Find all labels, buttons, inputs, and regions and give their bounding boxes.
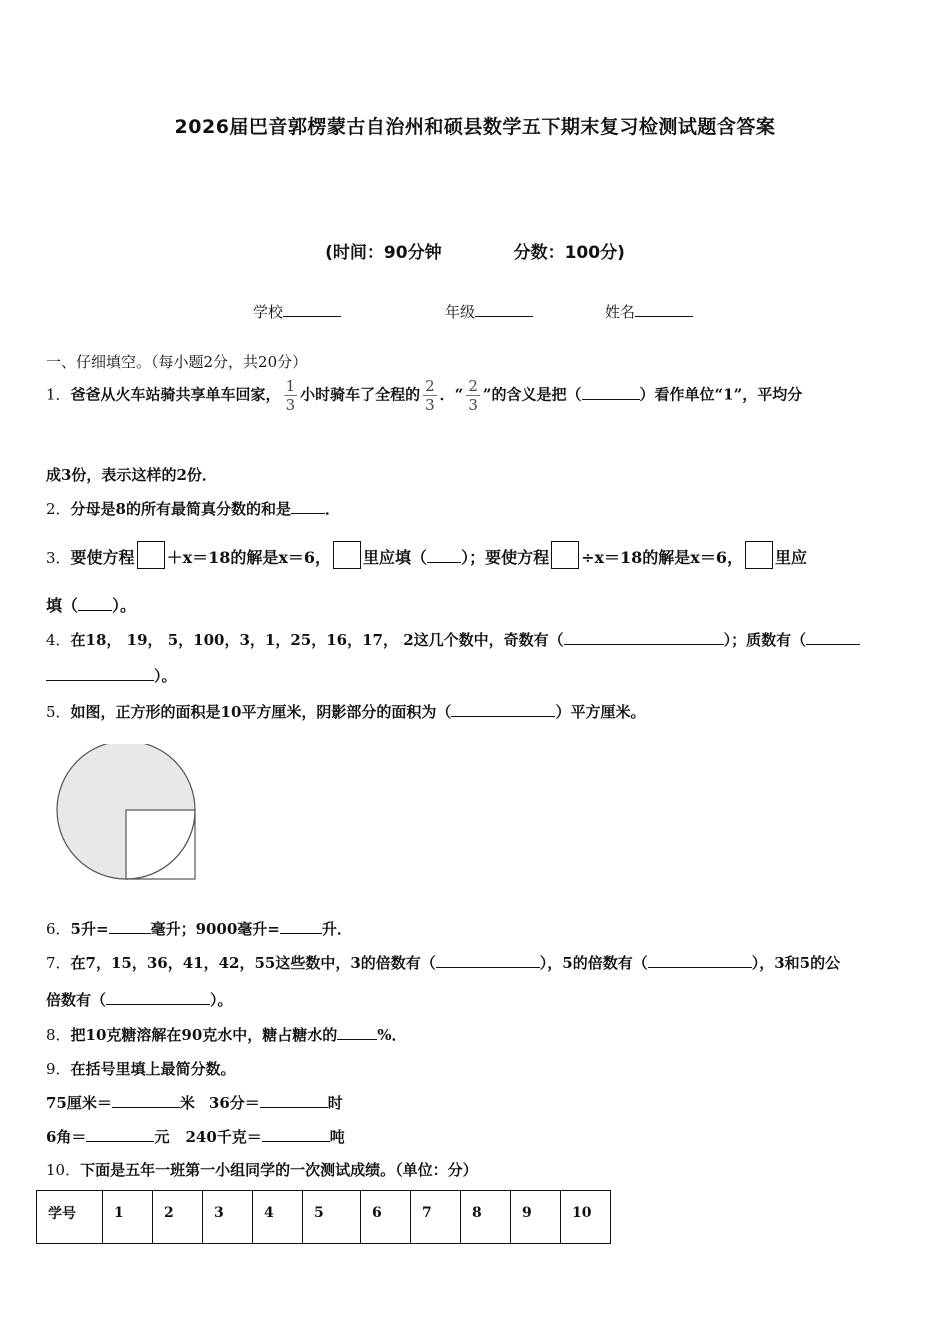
table-cell: 9: [511, 1191, 561, 1244]
q9-r2-d: 吨: [329, 1128, 345, 1146]
q3-text-a: 要使方程: [70, 548, 135, 567]
table-cell: 1: [103, 1191, 153, 1244]
total-score: 分数：100分): [513, 243, 625, 263]
q3-text-c: 里应填（: [363, 548, 428, 567]
question-number: 9．: [46, 1060, 71, 1078]
answer-blank[interactable]: [260, 1093, 328, 1108]
question-3-continued: [46, 593, 136, 616]
question-9-row-2: [46, 1126, 345, 1147]
question-6: [46, 918, 352, 939]
denominator: 3: [468, 396, 478, 414]
q9-r1-c: 36分＝: [208, 1094, 260, 1112]
question-number: 4．: [46, 631, 71, 649]
question-number: 10．: [46, 1161, 81, 1179]
question-number: 2．: [46, 500, 71, 518]
q7-text-d: 倍数有（: [46, 991, 107, 1009]
answer-box[interactable]: [745, 541, 773, 569]
fraction-one-third: [284, 377, 298, 414]
q3-text-h: ）。: [112, 596, 137, 615]
circle-square-figure: [54, 744, 202, 884]
question-7: [46, 952, 840, 973]
grade-blank[interactable]: [475, 302, 533, 317]
answer-blank-prime[interactable]: [806, 630, 860, 645]
q5-end: ）平方厘米。: [555, 703, 646, 721]
answer-blank[interactable]: [112, 1093, 180, 1108]
answer-blank[interactable]: [451, 702, 555, 717]
answer-blank[interactable]: [337, 1025, 377, 1040]
q1-text-1: 爸爸从火车站骑共享单车回家，: [70, 385, 281, 404]
answer-box[interactable]: [333, 541, 361, 569]
q9-r1-b: 米: [179, 1094, 195, 1112]
table-cell: 7: [411, 1191, 461, 1244]
question-number: 5．: [46, 703, 71, 721]
q2-end: ．: [325, 500, 341, 518]
section-heading: 一、仔细填空。（每小题2分，共20分）: [46, 353, 308, 371]
table-cell: 3: [203, 1191, 253, 1244]
q9-r2-a: 6角＝: [46, 1128, 87, 1146]
question-9-row-1: [46, 1092, 343, 1113]
question-number: 8．: [46, 1026, 71, 1044]
answer-blank[interactable]: [582, 385, 640, 400]
q9-r1-a: 75厘米＝: [46, 1094, 112, 1112]
q4-text: 在18， 19， 5，100，3，1，25，16，17， 2这几个数中，奇数有（: [70, 631, 564, 649]
table-cell: 5: [303, 1191, 361, 1244]
q6-text-a: 5升=: [70, 920, 109, 938]
unshaded-quarter: [126, 810, 195, 879]
question-4: [46, 629, 860, 650]
answer-blank[interactable]: [427, 548, 461, 563]
q1-text-4: ”的含义是把（: [482, 385, 582, 404]
numerator: 1: [285, 377, 296, 395]
question-number: 7．: [46, 954, 71, 972]
fraction-two-thirds: [423, 377, 437, 414]
answer-blank-odd[interactable]: [564, 630, 724, 645]
fraction-two-thirds-quoted: [466, 377, 480, 414]
question-1: [46, 377, 802, 414]
q9-r1-d: 时: [327, 1094, 343, 1112]
score-table: [36, 1190, 611, 1244]
answer-blank[interactable]: [291, 499, 325, 514]
q6-text-c: 升．: [321, 920, 352, 938]
table-cell: 10: [561, 1191, 611, 1244]
answer-blank[interactable]: [86, 1127, 154, 1142]
q3-text-d: ）；要使方程: [461, 548, 550, 567]
q9-text: 在括号里填上最简分数。: [70, 1060, 236, 1078]
question-7-continued: [46, 989, 233, 1010]
table-header-cell: 学号: [37, 1191, 103, 1244]
question-8: [46, 1024, 407, 1045]
school-label: 学校: [253, 303, 284, 321]
answer-blank[interactable]: [262, 1127, 330, 1142]
q9-r2-c: 240千克＝: [185, 1128, 262, 1146]
table-cell: 8: [461, 1191, 511, 1244]
q4-end: ）。: [154, 667, 177, 685]
table-cell: 6: [361, 1191, 411, 1244]
q7-text-e: ）。: [210, 991, 233, 1009]
q1-text-2: 小时骑车了全程的: [300, 385, 421, 404]
q1-text-3: ．“: [439, 385, 464, 404]
table-cell: 4: [253, 1191, 303, 1244]
name-blank[interactable]: [635, 302, 693, 317]
question-9: [46, 1058, 236, 1079]
school-field[interactable]: [253, 301, 341, 322]
q8-text-a: 把10克糖溶解在90克水中，糖占糖水的: [70, 1026, 338, 1044]
name-field[interactable]: [605, 301, 693, 322]
question-10: [46, 1159, 478, 1180]
name-label: 姓名: [605, 303, 636, 321]
grade-field[interactable]: [445, 301, 533, 322]
q7-text-b: ），5的倍数有（: [539, 954, 648, 972]
school-blank[interactable]: [283, 302, 341, 317]
q5-text: 如图，正方形的面积是10平方厘米，阴影部分的面积为（: [70, 703, 452, 721]
exam-meta: [0, 238, 950, 263]
q8-text-b: %．: [377, 1026, 407, 1044]
question-number: 1．: [46, 385, 71, 404]
answer-box[interactable]: [551, 541, 579, 569]
time-limit: (时间：90分钟: [325, 243, 442, 263]
q3-text-f: 里应: [774, 548, 807, 567]
q1-text-5: ）看作单位“1”，平均分: [639, 385, 803, 404]
denominator: 3: [425, 396, 435, 414]
q3-text-e: ÷x＝18的解是x＝6，: [581, 548, 743, 567]
question-1-continued: 成3份，表示这样的2份．: [46, 466, 217, 484]
answer-blank[interactable]: [280, 919, 322, 934]
question-5: [46, 701, 645, 722]
q2-text: 分母是8的所有最简真分数的和是: [70, 500, 291, 518]
answer-blank-prime-cont[interactable]: [46, 666, 154, 681]
question-number: 6．: [46, 920, 71, 938]
answer-blank[interactable]: [648, 953, 752, 968]
q7-text-c: ），3和5的公: [751, 954, 841, 972]
answer-blank[interactable]: [109, 919, 151, 934]
question-number: 3．: [46, 549, 71, 567]
answer-box[interactable]: [137, 541, 165, 569]
document-title: 2026届巴音郭楞蒙古自治州和硕县数学五下期末复习检测试题含答案: [174, 116, 776, 138]
q9-r2-b: 元: [154, 1128, 170, 1146]
question-3: [46, 541, 807, 569]
denominator: 3: [285, 396, 296, 414]
answer-blank[interactable]: [436, 953, 540, 968]
answer-blank[interactable]: [78, 596, 112, 611]
table-row: [37, 1191, 611, 1244]
q10-text: 下面是五年一班第一小组同学的一次测试成绩。（单位：分）: [80, 1161, 478, 1179]
q7-text-a: 在7，15，36，41，42，55这些数中，3的倍数有（: [70, 954, 436, 972]
table-cell: 2: [153, 1191, 203, 1244]
q3-text-g: 填（: [46, 596, 79, 615]
q4-text-mid: ）；质数有（: [723, 631, 807, 649]
question-2: [46, 498, 340, 519]
grade-label: 年级: [445, 303, 476, 321]
question-4-continued: [46, 665, 177, 686]
numerator: 2: [468, 377, 478, 395]
q6-text-b: 毫升；9000毫升=: [150, 920, 280, 938]
q3-text-b: ＋x＝18的解是x＝6，: [166, 548, 332, 567]
answer-blank[interactable]: [106, 990, 210, 1005]
numerator: 2: [425, 377, 435, 395]
